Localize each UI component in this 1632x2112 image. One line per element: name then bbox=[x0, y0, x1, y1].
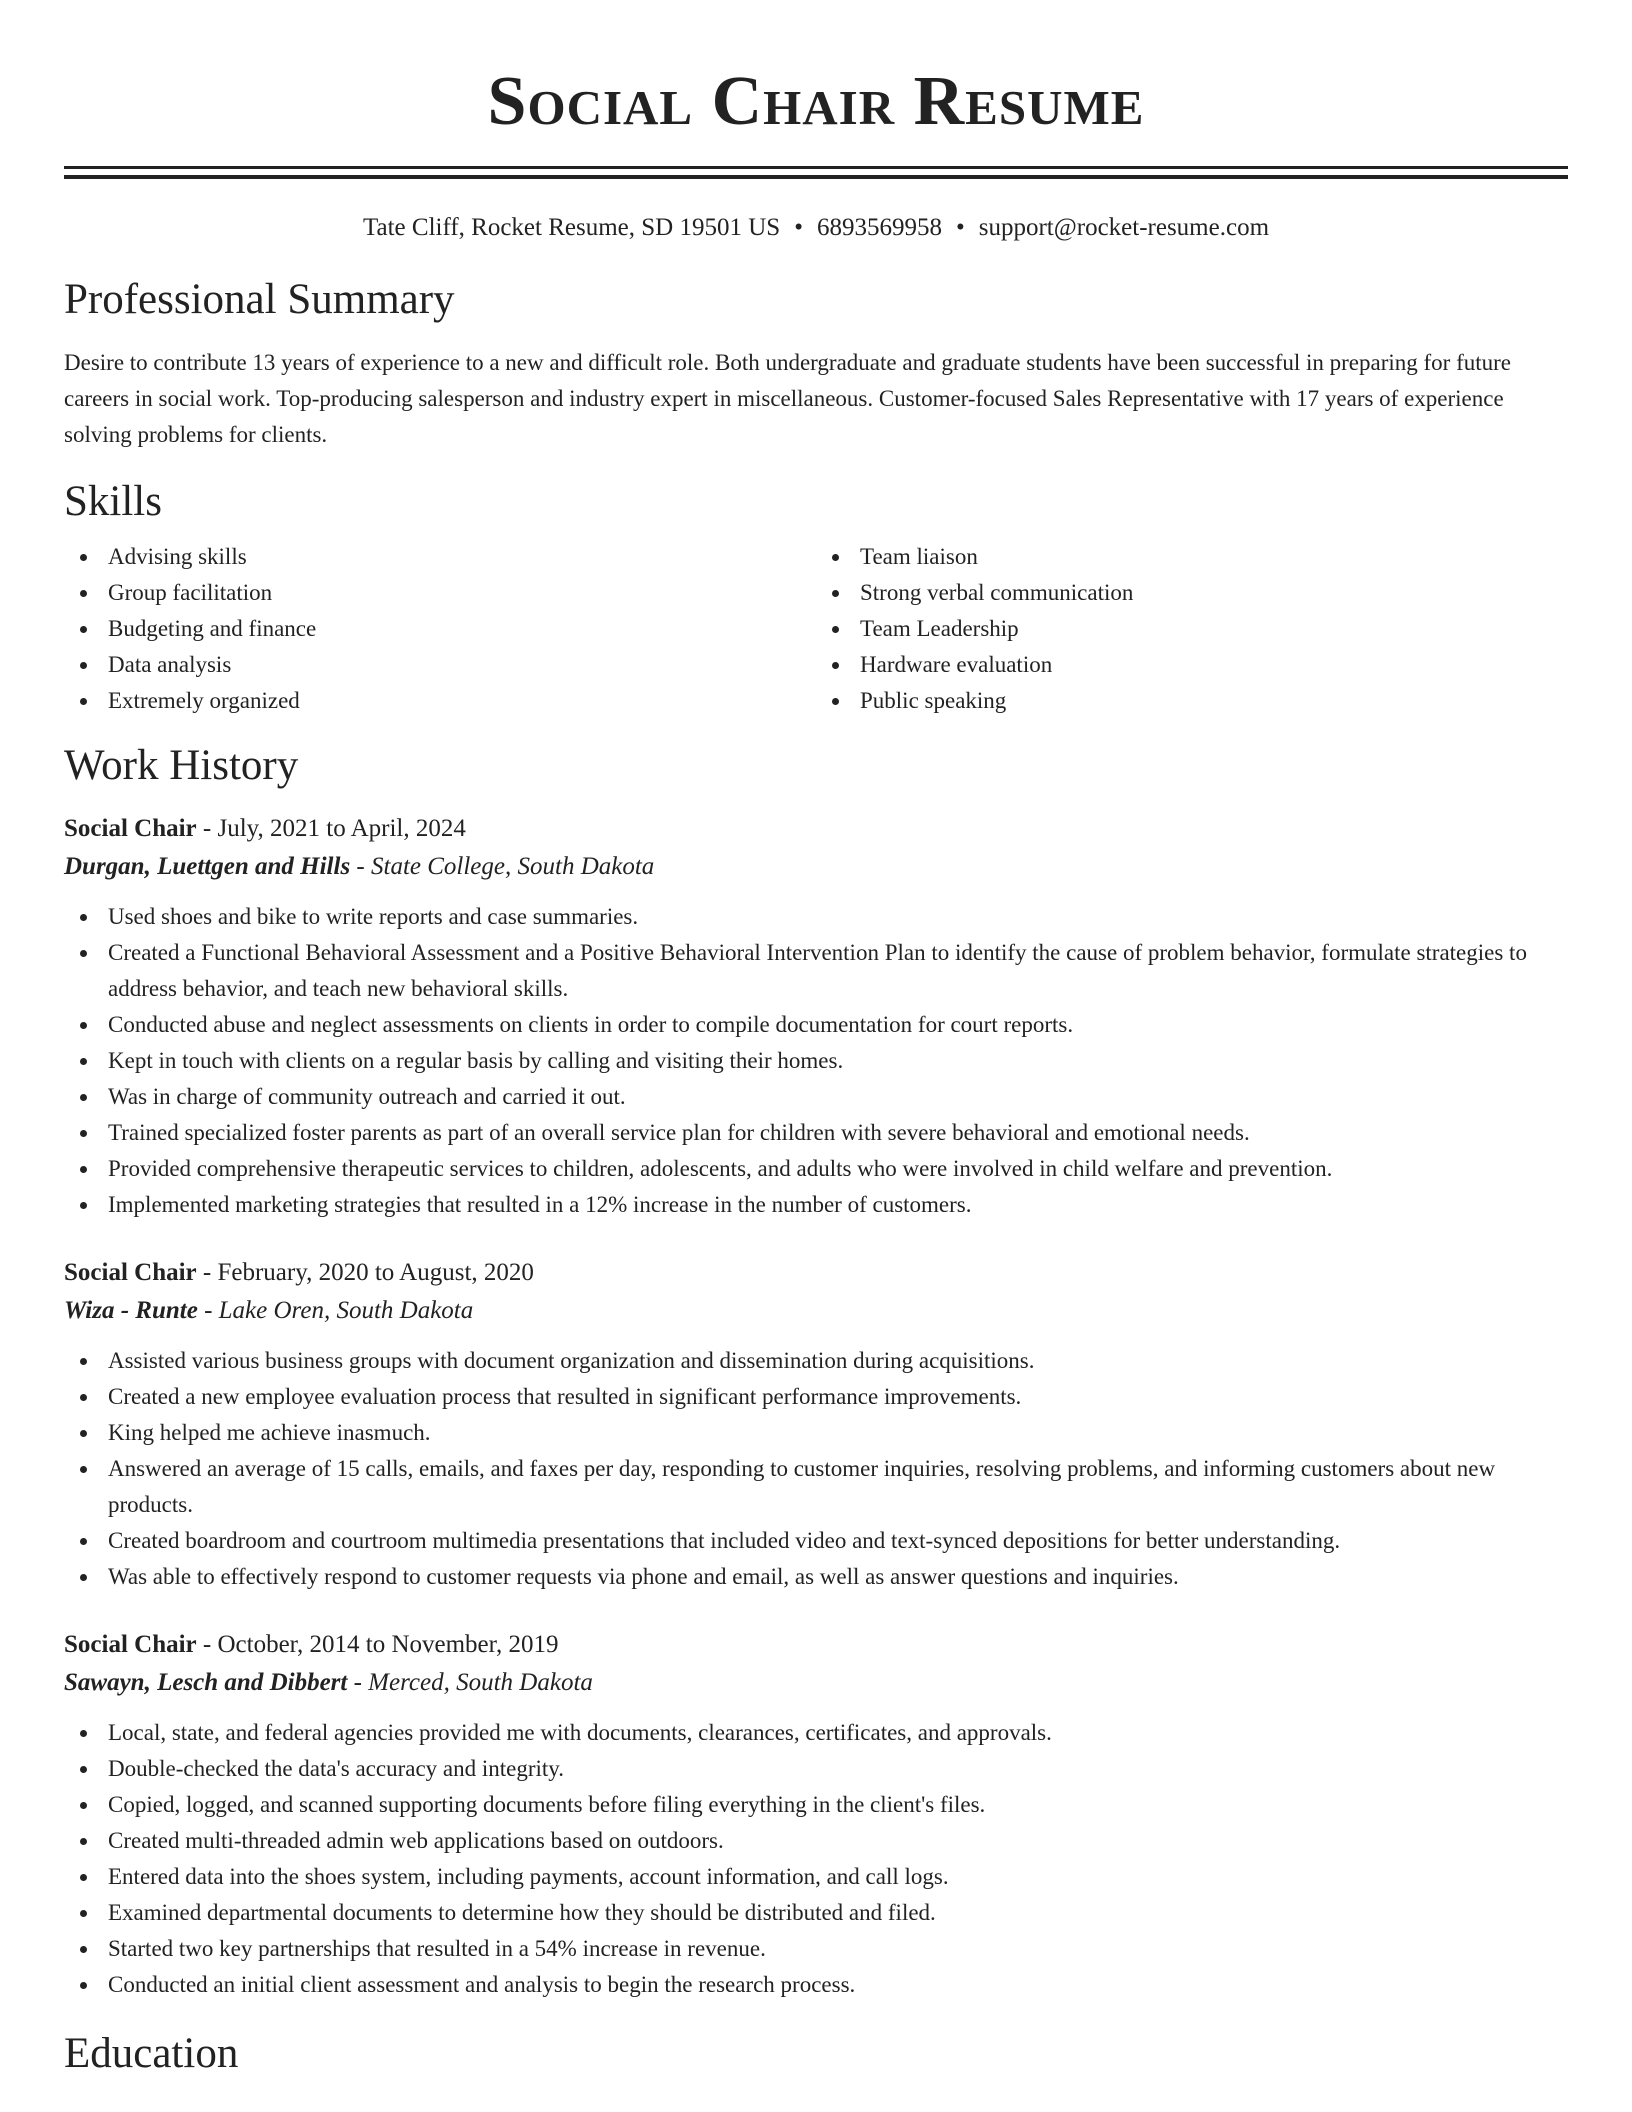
job-bullet: Trained specialized foster parents as part of an overall service plan for children with severe behavioral and emotional needs. bbox=[108, 1115, 1568, 1151]
skill-item: Data analysis bbox=[108, 647, 816, 683]
job-header bbox=[64, 1255, 1568, 1291]
contact-email: support@rocket-resume.com bbox=[978, 214, 1270, 241]
job-bullet: Started two key partnerships that resulted in a 54% increase in revenue. bbox=[108, 1931, 1568, 1967]
job-bullet: Was in charge of community outreach and carried it out. bbox=[108, 1079, 1568, 1115]
job-bullet: Used shoes and bike to write reports and case summaries. bbox=[108, 899, 1568, 935]
job-title: Social Chair bbox=[64, 1259, 197, 1286]
company-header bbox=[64, 847, 1568, 887]
skill-item: Budgeting and finance bbox=[108, 611, 816, 647]
job-bullet: Local, state, and federal agencies provided me with documents, clearances, certificates, and approvals. bbox=[108, 1715, 1568, 1751]
skills-column-right bbox=[816, 539, 1568, 719]
job-bullet: King helped me achieve inasmuch. bbox=[108, 1415, 1568, 1451]
contact-phone: 6893569958 bbox=[816, 214, 942, 241]
job-bullet: Double-checked the data's accuracy and integrity. bbox=[108, 1751, 1568, 1787]
job-bullets bbox=[64, 899, 1568, 1223]
skill-item: Advising skills bbox=[108, 539, 816, 575]
work-history-heading: Work History bbox=[64, 742, 299, 789]
job-bullet: Entered data into the shoes system, including payments, account information, and call logs. bbox=[108, 1859, 1568, 1895]
job-bullet: Was able to effectively respond to customer requests via phone and email, as well as answer questions and inquiries. bbox=[108, 1559, 1568, 1595]
job-bullet: Created a Functional Behavioral Assessment and a Positive Behavioral Intervention Plan to identify the cause of problem behavior, formulate strategies to address behavior, and teach new behavioral skills. bbox=[108, 935, 1568, 1007]
contact-line bbox=[64, 213, 1568, 243]
company-location: - Merced, South Dakota bbox=[347, 1669, 593, 1696]
skills-column-left bbox=[64, 539, 816, 719]
job-header bbox=[64, 811, 1568, 847]
job-dates: - July, 2021 to April, 2024 bbox=[196, 815, 466, 842]
title-rule-bottom bbox=[64, 175, 1568, 179]
skill-item: Extremely organized bbox=[108, 683, 816, 719]
job-entry bbox=[64, 811, 1568, 1223]
skill-item: Group facilitation bbox=[108, 575, 816, 611]
job-title: Social Chair bbox=[64, 815, 197, 842]
job-bullet: Copied, logged, and scanned supporting documents before filing everything in the client's files. bbox=[108, 1787, 1568, 1823]
job-bullet: Conducted an initial client assessment and analysis to begin the research process. bbox=[108, 1967, 1568, 2003]
job-dates: - February, 2020 to August, 2020 bbox=[196, 1259, 534, 1286]
skill-item: Strong verbal communication bbox=[860, 575, 1568, 611]
job-entry bbox=[64, 1255, 1568, 1595]
contact-separator: • bbox=[794, 214, 803, 241]
summary-text: Desire to contribute 13 years of experience to a new and difficult role. Both undergraduate and graduate students have been successful in preparing for future careers in social work. Top-producing salesperson and industry expert in miscellaneous. Customer-focused Sales Representative with 17 years of experience solving problems for clients. bbox=[64, 350, 1511, 447]
job-bullet: Created a new employee evaluation process that resulted in significant performance improvements. bbox=[108, 1379, 1568, 1415]
skills-heading: Skills bbox=[64, 478, 162, 525]
company-location: - Lake Oren, South Dakota bbox=[197, 1297, 474, 1324]
job-bullet: Conducted abuse and neglect assessments on clients in order to compile documentation for court reports. bbox=[108, 1007, 1568, 1043]
company-header bbox=[64, 1291, 1568, 1331]
job-dates: - October, 2014 to November, 2019 bbox=[196, 1631, 559, 1658]
skill-item: Public speaking bbox=[860, 683, 1568, 719]
job-bullets bbox=[64, 1343, 1568, 1595]
company-name: Wiza - Runte bbox=[64, 1297, 198, 1324]
title-rule-top bbox=[64, 166, 1568, 169]
company-name: Sawayn, Lesch and Dibbert bbox=[64, 1669, 348, 1696]
job-header bbox=[64, 1627, 1568, 1663]
job-bullet: Assisted various business groups with document organization and dissemination during acquisitions. bbox=[108, 1343, 1568, 1379]
job-bullet: Created multi-threaded admin web applications based on outdoors. bbox=[108, 1823, 1568, 1859]
job-bullets bbox=[64, 1715, 1568, 2003]
job-bullet: Examined departmental documents to determine how they should be distributed and filed. bbox=[108, 1895, 1568, 1931]
job-bullet: Provided comprehensive therapeutic services to children, adolescents, and adults who were involved in child welfare and prevention. bbox=[108, 1151, 1568, 1187]
company-header bbox=[64, 1663, 1568, 1703]
job-entry bbox=[64, 1627, 1568, 2003]
company-name: Durgan, Luettgen and Hills bbox=[64, 853, 351, 880]
contact-address: Tate Cliff, Rocket Resume, SD 19501 US bbox=[362, 214, 781, 241]
skill-item: Hardware evaluation bbox=[860, 647, 1568, 683]
resume-title: Social Chair Resume bbox=[487, 63, 1145, 140]
job-bullet: Created boardroom and courtroom multimedia presentations that included video and text-synced depositions for better understanding. bbox=[108, 1523, 1568, 1559]
contact-separator: • bbox=[955, 214, 965, 241]
summary-heading: Professional Summary bbox=[64, 276, 455, 323]
job-bullet: Answered an average of 15 calls, emails, and faxes per day, responding to customer inquiries, resolving problems, and informing customers about new products. bbox=[108, 1451, 1568, 1523]
education-heading: Education bbox=[64, 2030, 239, 2077]
job-title: Social Chair bbox=[64, 1631, 197, 1658]
skill-item: Team Leadership bbox=[860, 611, 1568, 647]
job-bullet: Kept in touch with clients on a regular basis by calling and visiting their homes. bbox=[108, 1043, 1568, 1079]
skills-list bbox=[64, 539, 1568, 719]
company-location: - State College, South Dakota bbox=[350, 853, 655, 880]
job-bullet: Implemented marketing strategies that resulted in a 12% increase in the number of customers. bbox=[108, 1187, 1568, 1223]
skill-item: Team liaison bbox=[860, 539, 1568, 575]
